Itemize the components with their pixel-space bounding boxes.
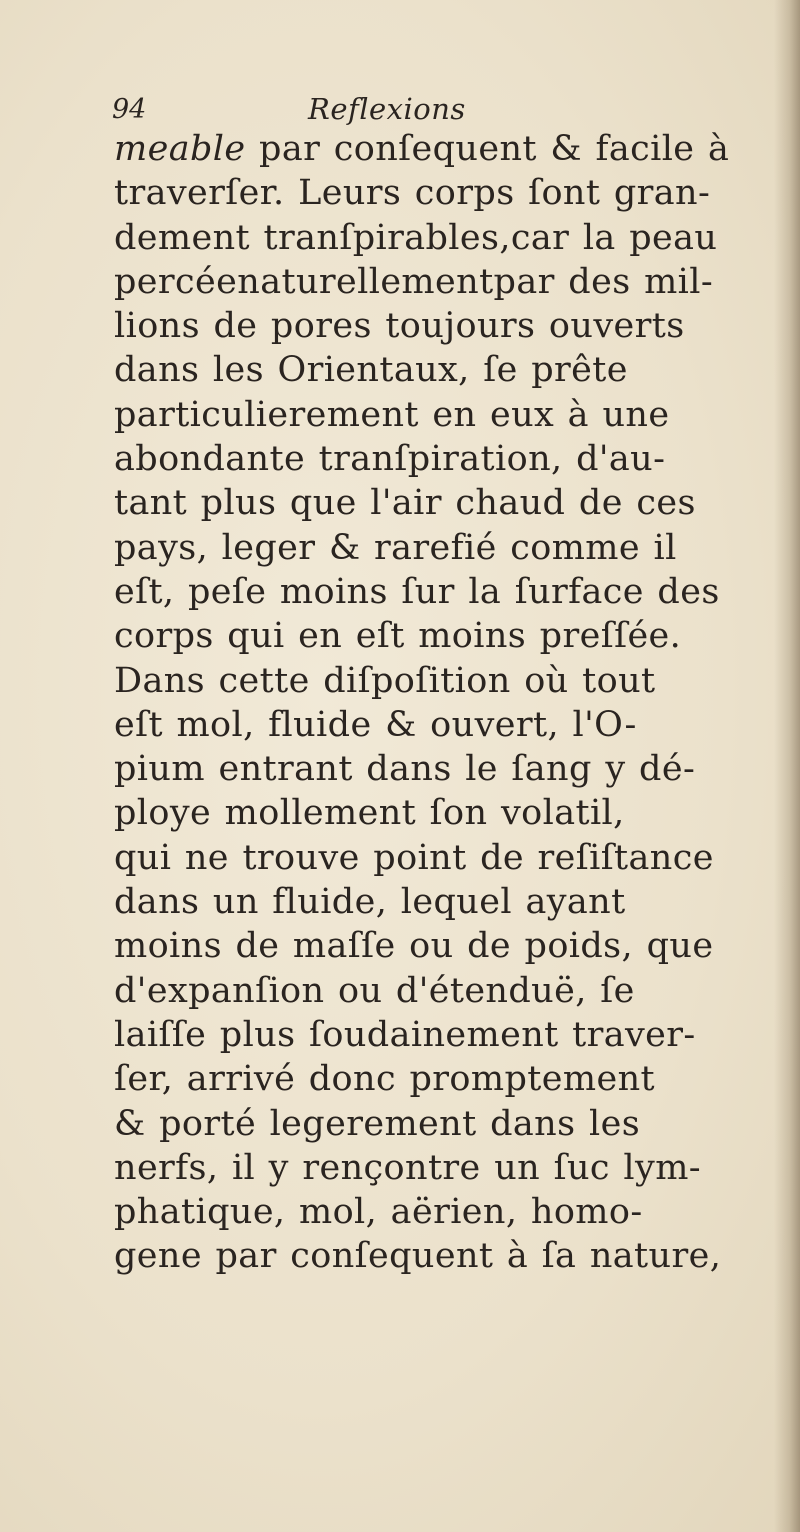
text-line: & porté legerement dans les [114,1103,641,1144]
text-line: phatique, mol, aërien, homo- [114,1192,643,1233]
text-line-rest: par conſequent & facile à [245,129,730,169]
text-line: dans un fluide, lequel ayant [114,882,626,923]
text-line: percéenaturellementpar des mil- [114,261,714,302]
text-line: dement tranſpirables,car la peau [114,217,718,258]
text-line: qui ne trouve point de reſiſtance [114,837,714,878]
text-line: pays, leger & rarefié comme il [114,527,677,568]
text-line: nerfs, il y rençontre un ſuc lym- [114,1147,702,1188]
running-title: Reflexions [308,92,466,126]
page-header [98,92,698,132]
text-line: traverſer. Leurs corps ſont gran- [114,173,711,214]
text-line: moins de maſſe ou de poids, que [114,926,714,967]
italic-word: meable [114,129,246,169]
text-line: Dans cette diſpoſition où tout [114,660,656,701]
text-line: corps qui en eſt moins preſſée. [114,616,682,657]
text-line: gene par conſequent à ſa nature, [114,1236,722,1277]
text-line: abondante tranſpiration, d'au- [114,439,666,480]
text-line: dans les Orientaux, ſe prête [114,350,628,391]
text-line: eſt mol, fluide & ouvert, l'O- [114,704,637,745]
text-line [114,127,794,171]
text-line: laiſſe plus ſoudainement traver- [114,1014,696,1055]
text-line: lions de pores toujours ouverts [114,306,685,347]
text-line: d'expanſion ou d'étenduë, ſe [114,970,635,1011]
text-line: particulierement en eux à une [114,394,670,435]
text-line: ploye mollement ſon volatil, [114,793,625,834]
text-line: tant plus que l'air chaud de ces [114,483,696,524]
page-number: 94 [112,94,147,125]
text-line: ſer, arrivé donc promptement [114,1059,655,1100]
text-line: eſt, peſe moins ſur la ſurface des [114,571,720,612]
body-text [114,127,794,1279]
text-line: pium entrant dans le ſang y dé- [114,749,696,790]
